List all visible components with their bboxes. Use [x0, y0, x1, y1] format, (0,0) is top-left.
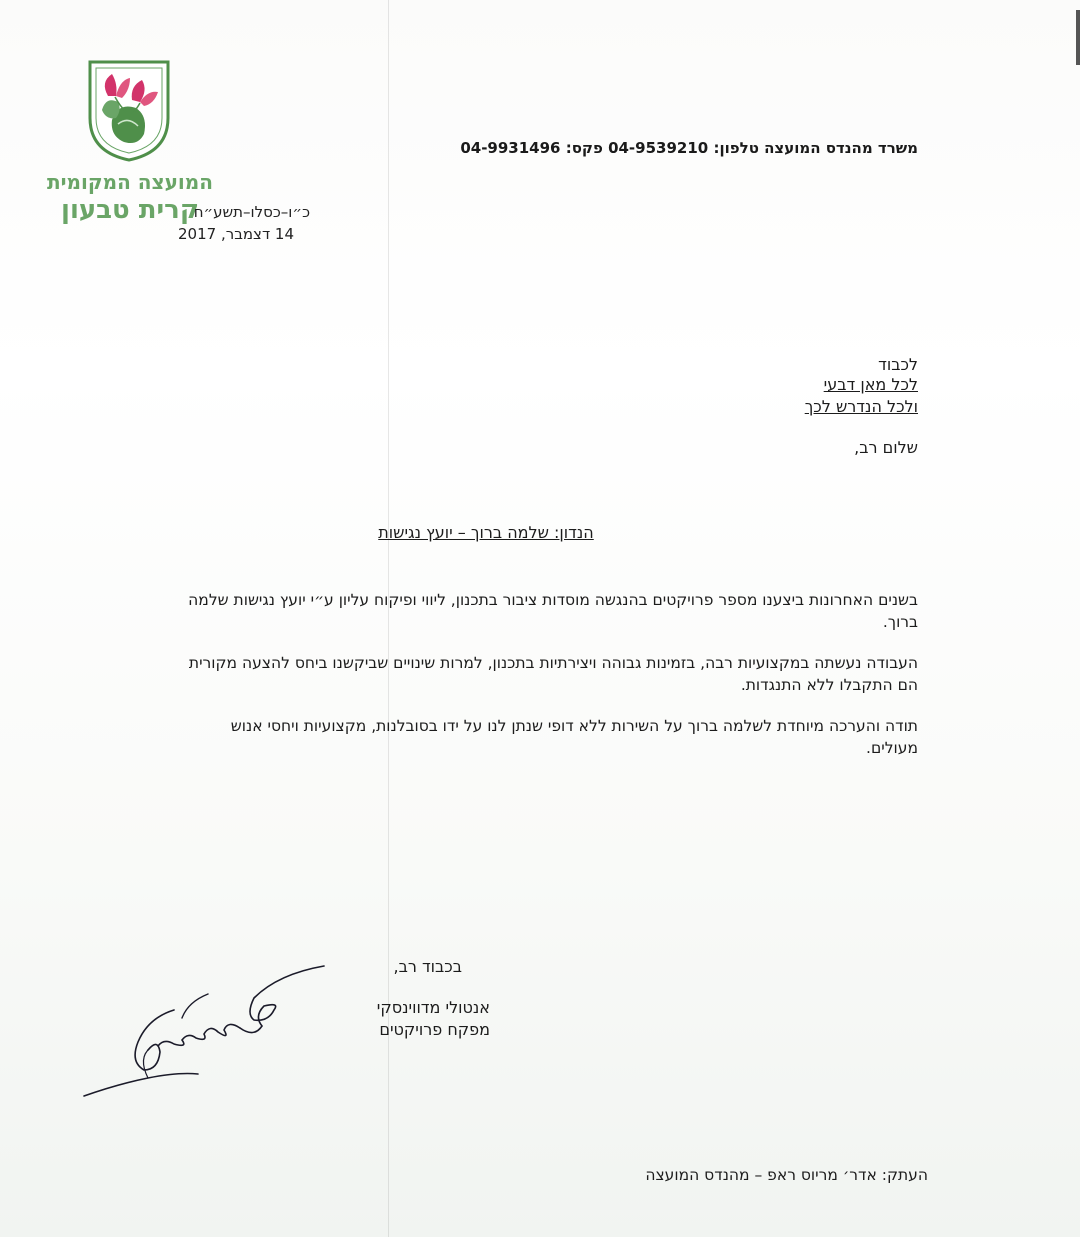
recipient-line-3 [618, 397, 918, 416]
council-logo [82, 56, 176, 162]
scan-edge-mark [1076, 10, 1080, 65]
office-contact-line: משרד מהנדס המועצה טלפון: 04-9539210 פקס: 04-9931496 [460, 139, 918, 157]
cc-line: העתק: אדר׳ מריוס ראפ – מהנדס המועצה [645, 1166, 928, 1184]
greeting: שלום רב, [854, 438, 918, 457]
body-paragraph-3: תודה והערכה מיוחדת לשלמה ברוך על השירות ללא דופי שנתן לנו על ידו בסובלנות, מקצועיות ויחסי אנוש מעולים. [230, 717, 918, 757]
hebrew-date: כ״ו–כסלו–תשע״ח [193, 203, 310, 221]
body-paragraph-1: בשנים האחרונות ביצענו מספר פרויקטים בהנגשה מוסדות ציבור בתכנון, ליווי ופיקוח עליון ע״י יועץ נגישות שלמה ברוך. [188, 591, 918, 631]
council-name-line1: המועצה המקומית [47, 170, 213, 194]
closing-regards: בכבוד רב, [393, 957, 462, 976]
signer-name: אנטולי מדווינסקי [376, 998, 490, 1017]
gregorian-date: 14 דצמבר, 2017 [178, 225, 294, 243]
handwritten-signature [78, 958, 338, 1103]
subject-line [300, 523, 672, 542]
cyclamen-emblem-icon [82, 56, 176, 162]
subject-text: הנדון: שלמה ברוך – יועץ נגישות [378, 523, 594, 542]
signature-icon [78, 958, 338, 1103]
body-paragraph-2: העבודה נעשתה במקצועיות רבה, בזמינות גבוהה ויצירתיות בתכנון, למרות שינויים שביקשנו ביחס להצעה מקורית הם התקבלו ללא התנגדות. [188, 654, 918, 694]
recipient-salutation: לכבוד [878, 355, 918, 374]
recipient-line-2-text: לכל מאן דבעי [823, 375, 918, 394]
signer-title: מפקח פרויקטים [379, 1020, 490, 1039]
recipient-line-3-text: ולכל הנדרש לכך [804, 397, 918, 416]
recipient-line-2 [618, 375, 918, 394]
council-name-line2: קרית טבעון [61, 195, 199, 225]
